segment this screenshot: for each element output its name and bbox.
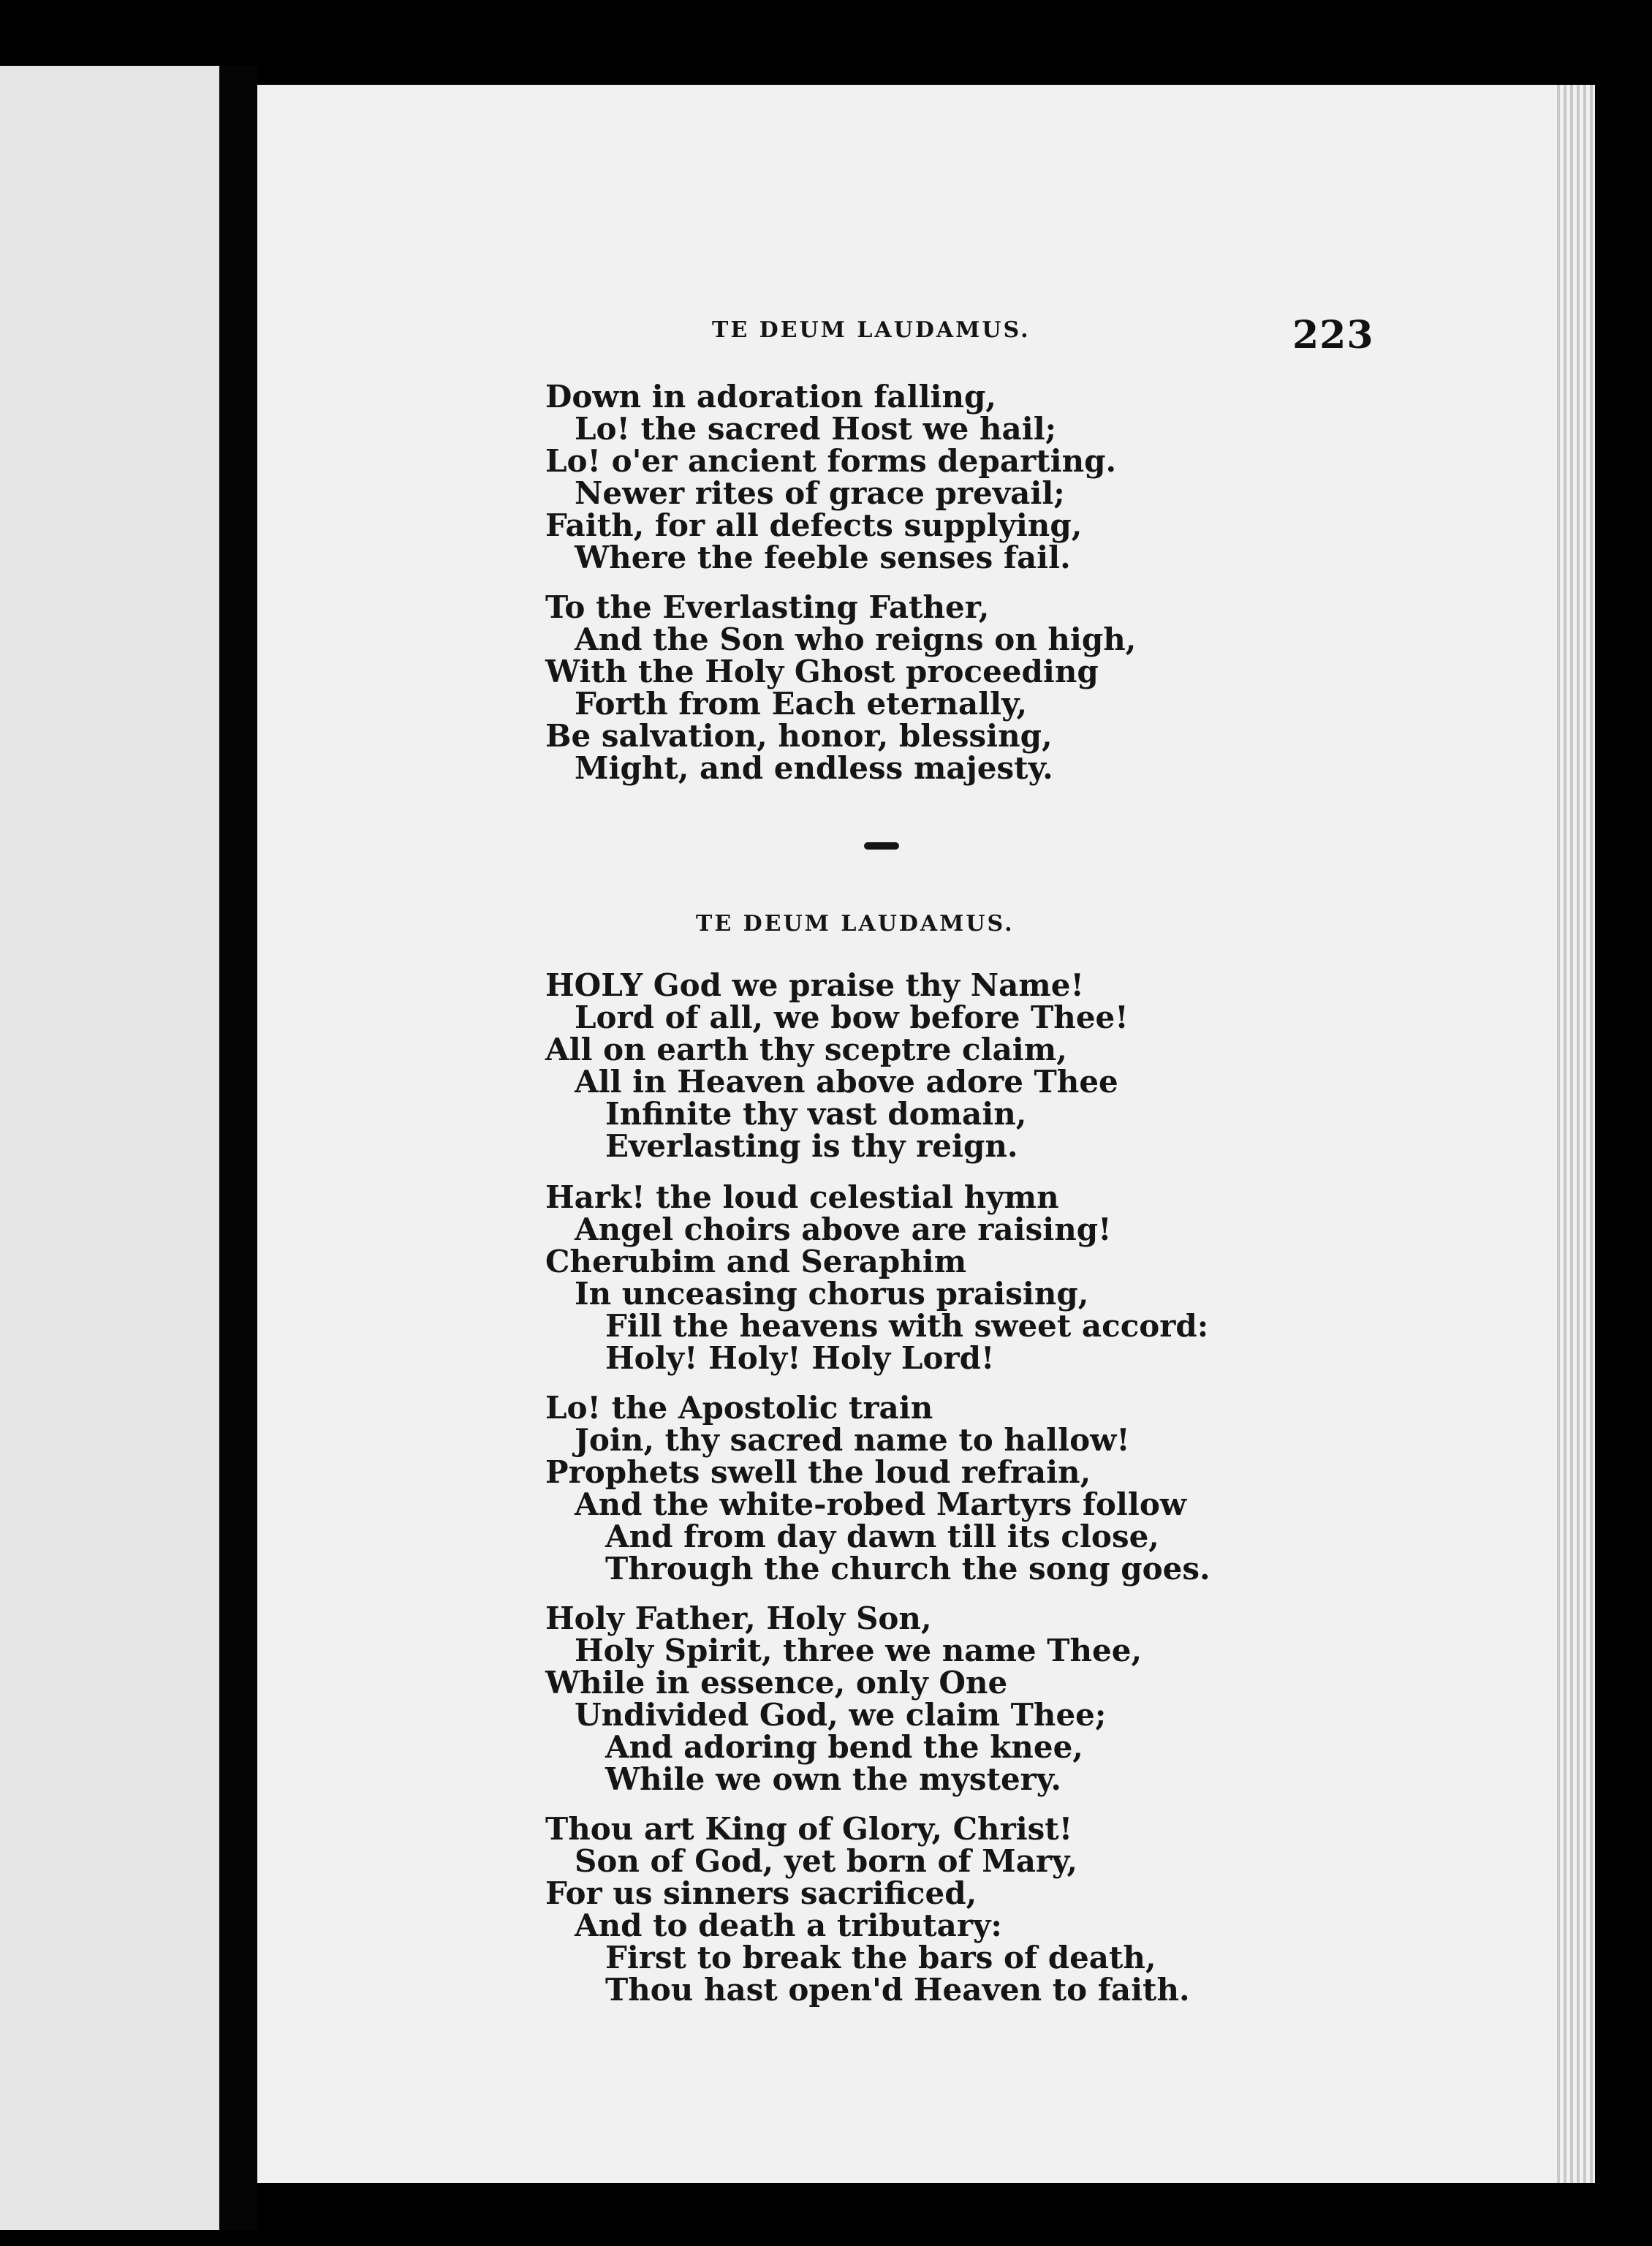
- verse-line: Hark! the loud celestial hymn: [545, 1179, 1059, 1215]
- verse-line: Down in adoration falling,: [545, 379, 996, 415]
- verse-line: HOLY God we praise thy Name!: [545, 967, 1084, 1003]
- verse-line: And to death a tributary:: [575, 1907, 1002, 1943]
- section1-stanza-1: [545, 381, 1349, 574]
- verse-line: Through the church the song goes.: [605, 1551, 1210, 1587]
- section2-stanza-1: [545, 969, 1349, 1162]
- verse-line: Where the feeble senses fail.: [575, 540, 1071, 575]
- verse-line: In unceasing chorus praising,: [575, 1276, 1089, 1312]
- verse-line: Fill the heavens with sweet accord:: [605, 1308, 1209, 1344]
- section2-title: TE DEUM LAUDAMUS.: [696, 911, 1015, 937]
- section1-title: TE DEUM LAUDAMUS.: [712, 317, 1031, 343]
- book-gutter: [219, 66, 257, 2230]
- verse-line: And the white-robed Martyrs follow: [575, 1486, 1187, 1522]
- verse-line: Thou art King of Glory, Christ!: [545, 1811, 1073, 1847]
- page-number: 223: [1292, 313, 1374, 358]
- verse-line: Holy Father, Holy Son,: [545, 1600, 932, 1636]
- verse-line: Forth from Each eternally,: [575, 686, 1028, 722]
- verse-line: Be salvation, honor, blessing,: [545, 718, 1053, 754]
- verse-line: And from day dawn till its close,: [605, 1519, 1159, 1554]
- verse-line: While in essence, only One: [545, 1665, 1008, 1701]
- verse-line: Faith, for all defects supplying,: [545, 507, 1083, 543]
- verse-line: Lo! the sacred Host we hail;: [575, 411, 1057, 447]
- verse-line: With the Holy Ghost proceeding: [545, 654, 1099, 689]
- section2-stanza-4: [545, 1600, 1349, 1797]
- verse-line: Holy! Holy! Holy Lord!: [605, 1340, 995, 1376]
- verse-line: Undivided God, we claim Thee;: [575, 1697, 1107, 1733]
- verse-line: For us sinners sacrificed,: [545, 1875, 977, 1911]
- verse-line: Lo! o'er ancient forms departing.: [545, 443, 1117, 479]
- section2-stanza-3: [545, 1392, 1349, 1585]
- page-edge-stack: [1557, 85, 1595, 2183]
- verse-line: All on earth thy sceptre claim,: [545, 1032, 1067, 1067]
- book-page: [257, 85, 1595, 2183]
- verse-line: Cherubim and Seraphim: [545, 1244, 967, 1279]
- verse-line: To the Everlasting Father,: [545, 589, 990, 625]
- verse-line: And the Son who reigns on high,: [575, 621, 1137, 657]
- verse-line: All in Heaven above adore Thee: [575, 1064, 1118, 1100]
- verse-line: Angel choirs above are raising!: [575, 1211, 1112, 1247]
- verse-line: Newer rites of grace prevail;: [575, 475, 1065, 511]
- verse-line: First to break the bars of death,: [605, 1940, 1156, 1975]
- verse-line: Son of God, yet born of Mary,: [575, 1843, 1078, 1879]
- section-divider: [864, 842, 899, 850]
- section2-stanza-2: [545, 1181, 1349, 1375]
- verse-line: Holy Spirit, three we name Thee,: [575, 1633, 1143, 1668]
- verse-line: Lo! the Apostolic train: [545, 1390, 933, 1426]
- facing-page-edge: [0, 66, 219, 2230]
- verse-line: Everlasting is thy reign.: [605, 1128, 1018, 1164]
- verse-line: Prophets swell the loud refrain,: [545, 1454, 1091, 1490]
- section1-stanza-2: [545, 591, 1349, 784]
- verse-line: Lord of all, we bow before Thee!: [575, 999, 1129, 1035]
- section2-stanza-5: [545, 1813, 1349, 2006]
- verse-line: While we own the mystery.: [605, 1761, 1062, 1797]
- verse-line: Might, and endless majesty.: [575, 750, 1053, 786]
- verse-line: Infinite thy vast domain,: [605, 1096, 1027, 1132]
- verse-line: Join, thy sacred name to hallow!: [575, 1422, 1130, 1458]
- verse-line: And adoring bend the knee,: [605, 1729, 1083, 1765]
- verse-line: Thou hast open'd Heaven to faith.: [605, 1972, 1190, 2008]
